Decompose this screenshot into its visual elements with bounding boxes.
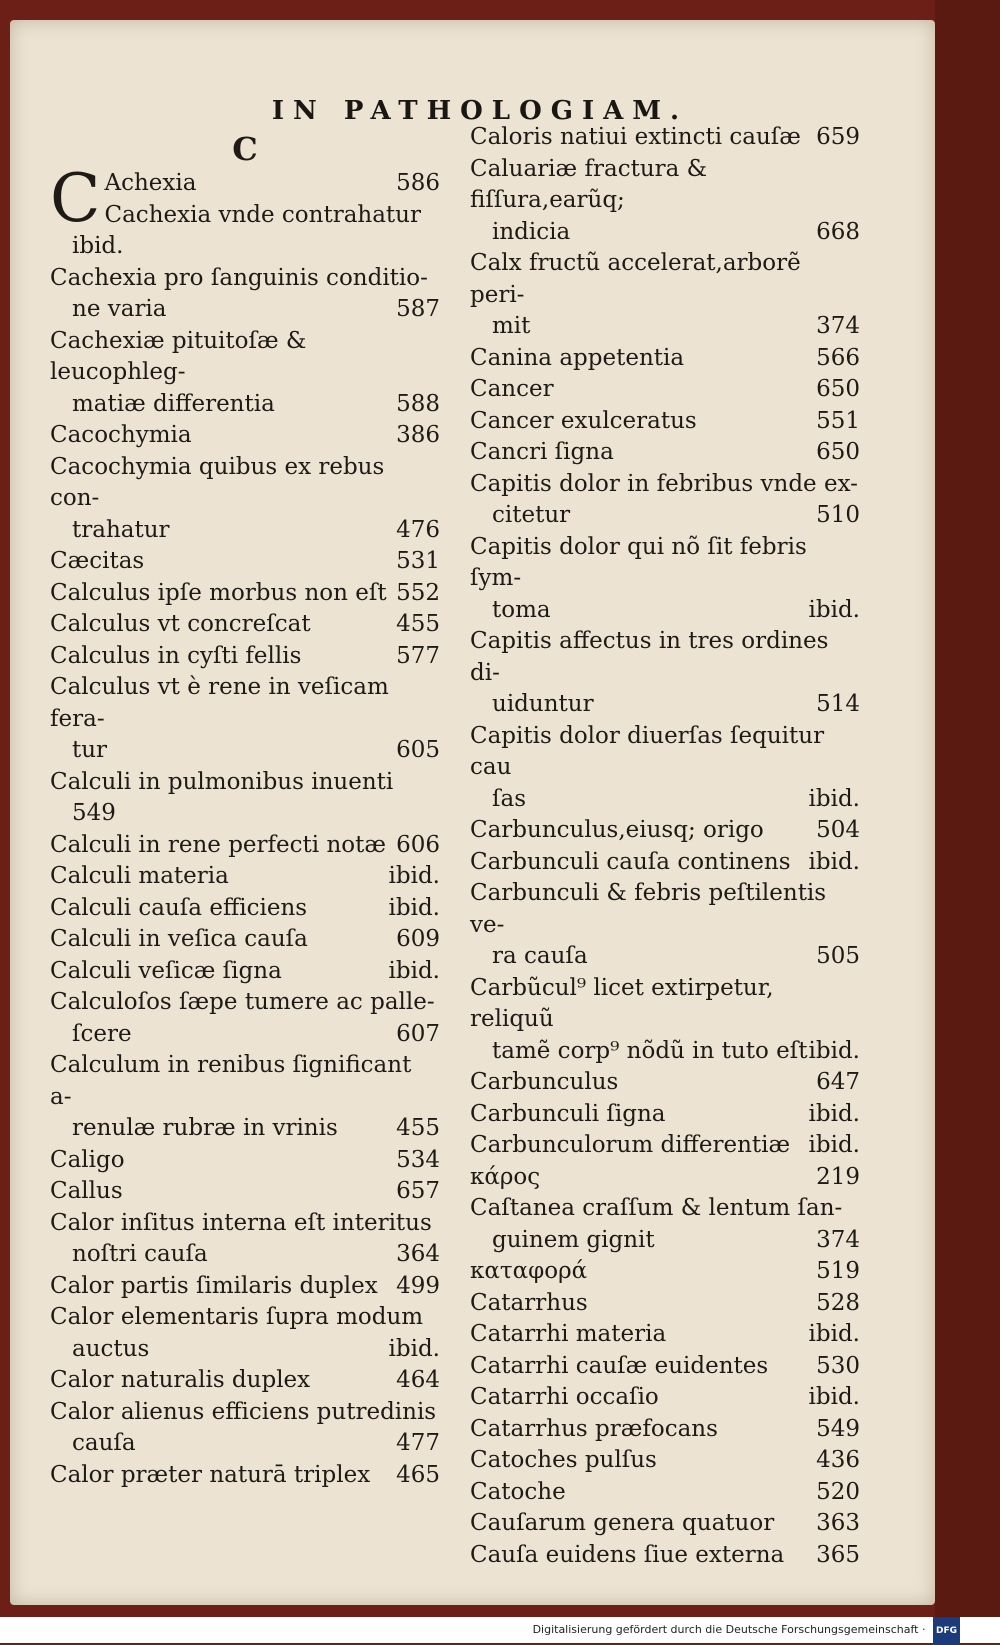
index-entry: [470, 1445, 860, 1477]
entry-text: Carbunculi & febris peſtilentis ve-: [470, 880, 827, 938]
page-reference: 650: [816, 439, 860, 465]
index-entry: [50, 578, 440, 610]
page-reference: 374: [816, 313, 860, 339]
page-reference: 455: [396, 1115, 440, 1141]
index-entry: [470, 1414, 860, 1446]
index-entry: [50, 861, 440, 893]
page-reference: 528: [816, 1289, 860, 1316]
entry-continuation: mit: [492, 313, 531, 339]
entry-continuation: ſas: [492, 785, 527, 812]
entry-text: Cacochymia quibus ex rebus con-: [50, 453, 385, 511]
entry-text: Callus: [50, 1178, 123, 1204]
entry-continuation: trahatur: [72, 516, 170, 543]
index-entry: [470, 721, 860, 816]
index-entry: [470, 406, 860, 438]
page-reference: 514: [816, 691, 860, 717]
index-entry: [470, 1099, 860, 1131]
entry-text: Capitis dolor in febribus vnde ex-: [470, 470, 858, 497]
entry-continuation: renulæ rubræ in vrinis: [72, 1115, 338, 1141]
entry-continuation: noſtri cauſa: [72, 1241, 208, 1267]
entry-text: Carbunculus: [470, 1069, 619, 1095]
index-entry: [470, 122, 860, 154]
running-header: IN PATHOLOGIAM.: [271, 96, 689, 126]
page-reference: 587: [396, 296, 440, 322]
entry-continuation: ſcere: [72, 1020, 132, 1047]
page-reference: 436: [816, 1447, 860, 1473]
binding-edge: [935, 0, 1000, 1617]
entry-text: Calculum in renibus ſignificant a-: [50, 1052, 412, 1110]
entry-text: Calor præter naturā triplex: [50, 1461, 371, 1488]
entry-text: Calor alienus efficiens putredinis: [50, 1398, 437, 1425]
index-entry: [50, 1050, 440, 1145]
index-entry: [50, 420, 440, 452]
page-reference: 520: [816, 1478, 860, 1505]
page-reference: 477: [396, 1430, 440, 1456]
page-reference: 659: [816, 124, 860, 150]
index-entry: [50, 1145, 440, 1177]
entry-text: Cauſa euidens ſiue externa: [470, 1541, 785, 1568]
index-entry: [470, 973, 860, 1068]
entry-continuation: matiæ differentia: [72, 390, 275, 417]
page-reference: 510: [816, 502, 860, 528]
page-reference: 606: [396, 831, 440, 858]
index-entry: [470, 1256, 860, 1288]
index-entry: [470, 847, 860, 879]
index-entry: [470, 437, 860, 469]
digitization-footer: [0, 1617, 1000, 1643]
entry-text: Catarrhus: [470, 1289, 588, 1316]
entry-text: Calculi cauſa efficiens: [50, 894, 308, 921]
index-entry: [470, 815, 860, 847]
page-reference: 607: [396, 1020, 440, 1047]
entry-text: Carbũcul⁹ licet extirpetur, reliquũ: [470, 974, 774, 1032]
page-reference: ibid.: [388, 863, 440, 889]
page-reference: 588: [396, 390, 440, 417]
page-reference: 505: [816, 943, 860, 969]
index-entry: [50, 767, 440, 830]
entry-text: Cæcitas: [50, 548, 145, 574]
entry-continuation: tur: [72, 737, 108, 763]
index-entry: [470, 1067, 860, 1099]
entry-text: Catarrhus præfocans: [470, 1415, 718, 1442]
page-reference: 364: [396, 1241, 440, 1267]
entry-text: Caſtanea craſſum & lentum ſan-: [470, 1195, 843, 1221]
entry-text: Calculi in veſica cauſa: [50, 926, 308, 952]
index-entry: [470, 1193, 860, 1256]
entry-text: Cachexia vnde contrahatur: [104, 201, 421, 228]
index-entry: [470, 374, 860, 406]
page-reference: ibid.: [808, 596, 860, 623]
page-reference: 455: [396, 611, 440, 637]
page-reference: 386: [396, 422, 440, 448]
entry-text: Calculus in cyſti fellis: [50, 642, 302, 669]
entry-text: Caluariæ fractura & fiſſura,earũq;: [470, 155, 708, 213]
entry-text: Calculi veſicæ ſigna: [50, 957, 282, 984]
index-entry: [50, 830, 440, 862]
index-entry: [50, 1176, 440, 1208]
entry-text: Capitis affectus in tres ordines di-: [470, 628, 829, 686]
index-entry: [470, 1382, 860, 1414]
page-reference: 464: [396, 1367, 440, 1393]
page-reference: ibid.: [808, 1384, 860, 1410]
entry-continuation: 549: [72, 800, 116, 826]
index-entry: [470, 1162, 860, 1194]
page-reference: 530: [816, 1352, 860, 1379]
entry-text: Catarrhi materia: [470, 1321, 667, 1347]
entry-text: Calor elementaris ſupra modum: [50, 1304, 424, 1330]
page-reference: 549: [816, 1415, 860, 1442]
index-entry: [50, 546, 440, 578]
index-entry: [50, 200, 440, 263]
entry-text: Calor naturalis duplex: [50, 1367, 311, 1393]
index-entry: [50, 924, 440, 956]
entry-text: Calculi materia: [50, 863, 229, 889]
page-reference: 650: [816, 376, 860, 402]
entry-text: Catoche: [470, 1478, 566, 1505]
index-entry: [50, 609, 440, 641]
entry-text: Canina appetentia: [470, 344, 685, 371]
entry-text: Cancer exulceratus: [470, 407, 697, 434]
index-entry: [470, 1477, 860, 1509]
entry-text: Cachexiæ pituitoſæ & leucophleg-: [50, 327, 307, 385]
index-entry: [50, 263, 440, 326]
page-reference: 609: [396, 926, 440, 952]
page-reference: 552: [396, 579, 440, 606]
index-entry: [50, 987, 440, 1050]
entry-text: Calculoſos ſæpe tumere ac palle-: [50, 989, 435, 1015]
page-reference: 476: [396, 516, 440, 543]
index-entry: [50, 893, 440, 925]
entry-text: Capitis dolor diuerſas ſequitur cau: [470, 722, 825, 780]
section-letter: C: [232, 130, 258, 168]
entry-continuation: auctus: [72, 1335, 150, 1362]
entry-text: Catoches pulſus: [470, 1447, 657, 1473]
entry-text: Calculus vt concreſcat: [50, 611, 311, 637]
page-reference: ibid.: [808, 1321, 860, 1347]
index-entry: [50, 641, 440, 673]
entry-continuation: ne varia: [72, 296, 167, 322]
page-reference: 586: [396, 170, 440, 196]
entry-text: Calor inſitus interna eſt interitus: [50, 1209, 432, 1236]
entry-text: Achexia: [104, 170, 197, 196]
page-reference: ibid.: [808, 1132, 860, 1158]
page-reference: ibid.: [808, 848, 860, 875]
index-entry: [470, 532, 860, 627]
entry-text: Cachexia pro ſanguinis conditio-: [50, 264, 428, 291]
entry-text: Calx fructũ accelerat,arborẽ peri-: [470, 250, 801, 308]
entry-continuation: ra cauſa: [492, 943, 588, 969]
entry-continuation: tamẽ corp⁹ nõdũ in tuto eſt: [492, 1037, 808, 1064]
page-reference: 551: [816, 407, 860, 434]
page-reference: 499: [396, 1272, 440, 1299]
entry-text: Carbunculorum differentiæ: [470, 1132, 791, 1158]
footer-text: Digitalisierung gefördert durch die Deutsche Forschungsgemeinschaft ·: [532, 1623, 926, 1636]
entry-continuation: uiduntur: [492, 691, 594, 717]
entry-text: Calor partis ſimilaris duplex: [50, 1272, 378, 1299]
index-entry: [470, 1288, 860, 1320]
page-reference: 657: [396, 1178, 440, 1204]
index-entry: [470, 469, 860, 532]
index-entry: [470, 343, 860, 375]
page-reference: ibid.: [388, 957, 440, 984]
index-entry: [50, 452, 440, 547]
right-index-column: [470, 122, 860, 1571]
page-reference: ibid.: [388, 1335, 440, 1362]
entry-text: Caligo: [50, 1146, 125, 1173]
page-reference: 668: [816, 218, 860, 245]
entry-text: Catarrhi cauſæ euidentes: [470, 1352, 769, 1379]
entry-text: Carbunculi ſigna: [470, 1100, 666, 1127]
entry-continuation: guinem gignit: [492, 1226, 655, 1253]
entry-text: καταφορά: [470, 1258, 588, 1284]
index-entry: [50, 1460, 440, 1492]
page-reference: ibid.: [388, 894, 440, 921]
page-reference: 605: [396, 737, 440, 763]
page-reference: 566: [816, 344, 860, 371]
page-reference: 219: [816, 1163, 860, 1190]
index-entry: [50, 1365, 440, 1397]
index-entry: [470, 154, 860, 249]
index-entry: [470, 1319, 860, 1351]
entry-text: Calculus ipſe morbus non eſt: [50, 579, 387, 606]
left-index-column: [50, 130, 440, 1491]
page-reference: 374: [816, 1226, 860, 1253]
entry-text: Catarrhi occaſio: [470, 1384, 659, 1410]
page-reference: ibid.: [808, 785, 860, 812]
page-reference: ibid.: [808, 1100, 860, 1127]
index-entry: [470, 1540, 860, 1572]
entry-text: Cancer: [470, 376, 554, 402]
drop-cap: C: [50, 160, 101, 237]
page-reference: ibid.: [808, 1037, 860, 1064]
page-reference: 647: [816, 1069, 860, 1095]
page-reference: 363: [816, 1510, 860, 1536]
page-reference: 534: [396, 1146, 440, 1173]
page-reference: 465: [396, 1461, 440, 1488]
entry-text: Calculi in rene perfecti notæ: [50, 831, 386, 858]
entry-text: Cacochymia: [50, 422, 192, 448]
index-entry: [470, 878, 860, 973]
entry-continuation: indicia: [492, 218, 571, 245]
entry-text: Calculus vt è rene in veſicam fera-: [50, 674, 389, 732]
entry-continuation: toma: [492, 596, 551, 623]
index-entry: [470, 1130, 860, 1162]
page-reference: 504: [816, 817, 860, 843]
page-reference: 519: [816, 1258, 860, 1284]
entry-continuation: cauſa: [72, 1430, 136, 1456]
page-reference: 365: [816, 1541, 860, 1568]
entry-continuation: ibid.: [72, 233, 124, 259]
index-entry: [470, 1508, 860, 1540]
entry-text: Calculi in pulmonibus inuenti: [50, 768, 394, 795]
page-reference: 577: [396, 642, 440, 669]
entry-text: Cauſarum genera quatuor: [470, 1510, 775, 1536]
entry-text: κάρος: [470, 1163, 541, 1190]
entry-text: Carbunculus,eiusq; origo: [470, 817, 764, 843]
index-entry: [50, 1271, 440, 1303]
entry-text: Capitis dolor qui nõ ſit febris ſym-: [470, 533, 807, 591]
entry-continuation: citetur: [492, 502, 571, 528]
dfg-logo: DFG: [933, 1617, 960, 1645]
entry-text: Caloris natiui extincti cauſæ: [470, 124, 801, 150]
index-entry: [50, 672, 440, 767]
page-reference: 531: [396, 548, 440, 574]
entry-text: Carbunculi cauſa continens: [470, 848, 791, 875]
index-entry: [470, 1351, 860, 1383]
index-entry: [50, 326, 440, 421]
index-entry: [50, 1208, 440, 1271]
index-entry: [470, 626, 860, 721]
entry-text: Cancri ſigna: [470, 439, 614, 465]
index-entry: [50, 1302, 440, 1365]
index-entry: [50, 956, 440, 988]
index-entry: [50, 1397, 440, 1460]
index-entry: [470, 248, 860, 343]
